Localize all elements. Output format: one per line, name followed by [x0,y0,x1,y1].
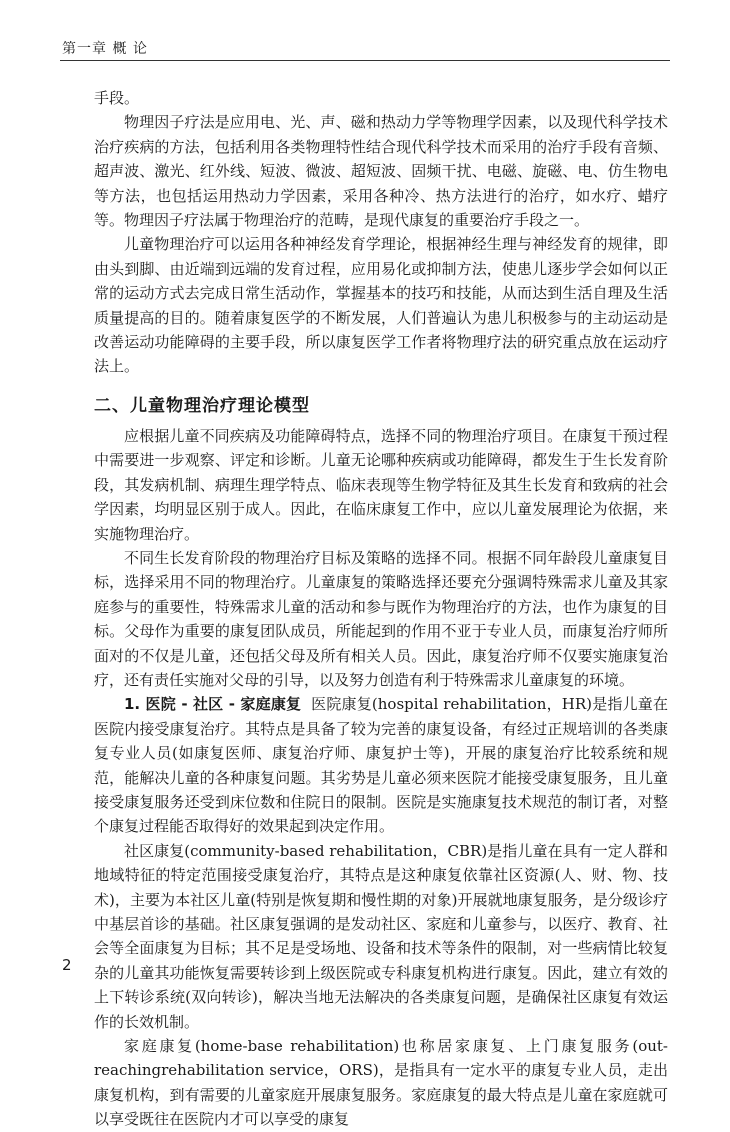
page-number: 2 [62,956,72,974]
paragraph-home-rehab: 家庭康复(home-base rehabilitation)也称居家康复、上门康复服务(out-reachingrehabilitation service，ORS)，是指具有一定水平的康复专业人员，走出康复机构，到有需要的儿童家庭开展康复服务。家庭康复的最大特点是儿童在家庭就可以享受既往在医院内才可以享受的康复 [94,1037,668,1129]
paragraph-child-physical-therapy: 儿童物理治疗可以运用各种神经发育学理论，根据神经生理与神经发育的规律，即由头到脚、由近端到远端的发育过程，应用易化或抑制方法，使患儿逐步学会如何以正常的运动方式去完成日常生活动作，掌握基本的技巧和技能，从而达到生活自理及生活质量提高的目的。随着康复医学的不断发展，人们普遍认为患儿积极参与的主动运动是改善运动功能障碍的主要手段，所以康复医学工作者将物理疗法的研究重点放在运动疗法上。 [94,235,668,376]
hospital-rehab-text: 医院康复(hospital rehabilitation，HR)是指儿童在医院内接受康复治疗。其特点是具备了较为完善的康复设备，有经过正规培训的各类康复专业人员(如康复医师、康复治疗师、康复护士等)，开展的康复治疗比较系统和规范，能解决儿童的各种康复问题。其劣势是儿童必须来医院才能接受康复服务，且儿童接受康复服务还受到床位数和住院日的限制。医院是实施康复技术规范的制订者，对整个康复过程能否取得好的效果起到决定作用。 [94,695,668,836]
page-body [94,86,668,1132]
subheading-hospital-community-home: 1. 医院 - 社区 - 家庭康复 [124,695,302,714]
paragraph-community-rehab: 社区康复(community-based rehabilitation，CBR)是指儿童在具有一定人群和地域特征的特定范围接受康复治疗，其特点是这种康复依靠社区资源(人、财、物、技术)，主要为本社区儿童(特别是恢复期和慢性期的对象)开展就地康复服务，是分级诊疗中基层首诊的基础。社区康复强调的是发动社区、家庭和儿童参与，以医疗、教育、社会等全面康复为目标；其不足是受场地、设备和技术等条件的限制，对一些病情比较复杂的儿童其功能恢复需要转诊到上级医院或专科康复机构进行康复。因此，建立有效的上下转诊系统(双向转诊)，解决当地无法解决的各类康复问题，是确保社区康复有效运作的长效机制。 [94,841,668,1031]
section-heading: 二、儿童物理治疗理论模型 [94,395,310,416]
paragraph-hospital-rehab [94,692,668,838]
header-divider [60,60,670,61]
paragraph-physical-factor-therapy: 物理因子疗法是应用电、光、声、磁和热动力学等物理学因素，以及现代科学技术治疗疾病的方法，包括利用各类物理特性结合现代科学技术而采用的治疗手段有音频、超声波、激光、红外线、短波、微波、超短波、固频干扰、电磁、旋磁、电、仿生物电等方法，也包括运用热动力学因素，采用各种冷、热方法进行的治疗，如水疗、蜡疗等。物理因子疗法属于物理治疗的范畴，是现代康复的重要治疗手段之一。 [94,113,668,230]
running-header: 第一章 概 论 [62,41,148,57]
paragraph-selection: 应根据儿童不同疾病及功能障碍特点，选择不同的物理治疗项目。在康复干预过程中需要进一步观察、评定和诊断。儿童无论哪种疾病或功能障碍，都发生于生长发育阶段，其发病机制、病理生理学特点、临床表现等生物学特征及其生长发育和致病的社会学因素，均明显区别于成人。因此，在临床康复工作中，应以儿童发展理论为依据，来实施物理治疗。 [94,426,668,543]
paragraph-continuation: 手段。 [94,89,140,107]
paragraph-strategy: 不同生长发育阶段的物理治疗目标及策略的选择不同。根据不同年龄段儿童康复目标，选择采用不同的物理治疗。儿童康复的策略选择还要充分强调特殊需求儿童及其家庭参与的重要性，特殊需求儿童的活动和参与既作为物理治疗的方法，也作为康复的目标。父母作为重要的康复团队成员，所能起到的作用不亚于专业人员，而康复治疗师所面对的不仅是儿童，还包括父母及所有相关人员。因此，康复治疗师不仅要实施康复治疗，还有责任实施对父母的引导，以及努力创造有利于特殊需求儿童康复的环境。 [94,548,668,689]
